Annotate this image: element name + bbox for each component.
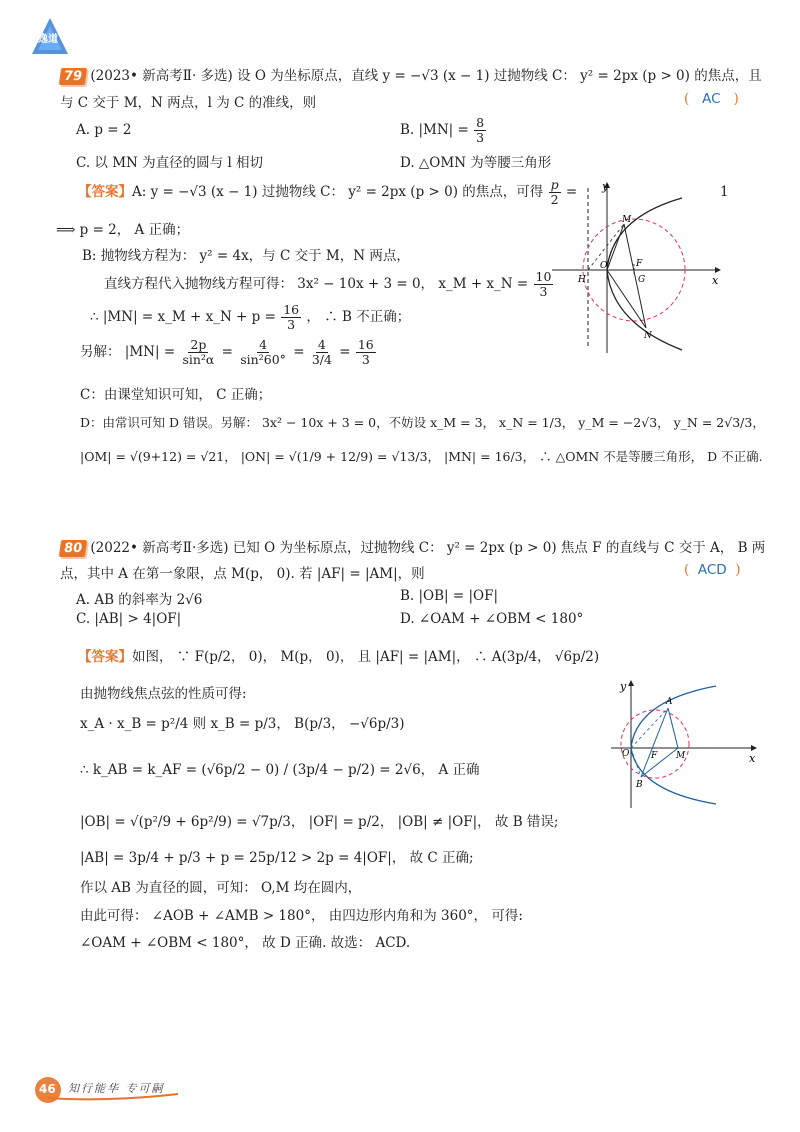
page-number: 46: [39, 1082, 56, 1096]
q80-answer: ACD: [697, 562, 727, 578]
q80-number-badge: 80: [59, 540, 87, 557]
q79-stem-text1: (2023• 新高考Ⅱ· 多选) 设 O 为坐标原点，直线 y = −√3 (x − 1) 过抛物线 C： y² = 2px (p > 0) 的焦点，且: [90, 68, 762, 84]
q80-figure: [606, 676, 766, 811]
q79-solution-b1: B: 抛物线方程为： y² = 4x，与 C 交于 M，N 两点，: [82, 248, 410, 264]
footer: [28, 1072, 188, 1108]
q79-option-b: B. |MN| = $\frac{8}{3}$: [400, 115, 485, 145]
q80-answer-box: ( ACD ): [684, 562, 741, 578]
fig1-label-m: M: [622, 215, 632, 225]
fig2-label-b: B: [636, 780, 643, 790]
fig1-label-o: O: [600, 261, 608, 271]
q80-solution-8: 由此可得： ∠AOB + ∠AMB > 180°， 由四边形内角和为 360°， 可得:: [80, 908, 523, 924]
q80-solution-1: 【答案】如图， ∵ F(p/2， 0)， M(p， 0)， 且 |AF| = |AM|， ∴ A(3p/4， √6p/2): [78, 649, 600, 665]
q80-stem-line2: 点，其中 A 在第一象限，点 M(p， 0). 若 |AF| = |AM|，则: [60, 566, 425, 582]
q80-solution-6: |AB| = 3p/4 + p/3 + p = 25p/12 > 2p = 4|OF|， 故 C 正确;: [80, 850, 474, 866]
q79-solution-b2: 直线方程代入抛物线方程可得： 3x² − 10x + 3 = 0， x_M + x_N = $\frac{10}{3}$: [104, 269, 552, 299]
q79-stem-line1: [60, 64, 762, 85]
fig1-label-g: G: [638, 275, 646, 285]
q80-solution-9: ∠OAM + ∠OBM < 180°， 故 D 正确. 故选： ACD.: [80, 935, 411, 951]
q80-solution-4: ∴ k_AB = k_AF = (√6p/2 − 0) / (3p/4 − p/2) = 2√6， A 正确: [80, 762, 480, 778]
q80-stem-line1: [60, 536, 765, 557]
q80-option-c: C. |AB| > 4|OF|: [76, 611, 182, 627]
q80-solution-5: |OB| = √(p²/9 + 6p²/9) = √7p/3， |OF| = p/2， |OB| ≠ |OF|， 故 B 错误;: [80, 814, 559, 830]
q79-option-d: D. △OMN 为等腰三角形: [400, 155, 552, 171]
fig2-label-o: O: [622, 749, 630, 759]
q79-solution-alt: 另解： |MN| = $\frac{2p}{\text{sin²α}}$ = $\frac{4}{\text{sin²60°}}$ = $\frac{4}{3/4}$ = $\frac{16}{3}$: [80, 337, 374, 367]
q79-solution-d2: |OM| = √(9+12) = √21， |ON| = √(1/9 + 12/9) = √13/3， |MN| = 16/3， ∴ △OMN 不是等腰三角形， D 不正确.: [80, 449, 763, 464]
fig1-label-n: N: [644, 331, 652, 341]
q79-solution-c: C：由课堂知识可知， C 正确；: [80, 387, 272, 403]
fig1-label-y: y: [602, 180, 609, 193]
q80-option-b: B. |OB| = |OF|: [400, 588, 499, 604]
q80-solution-7: 作以 AB 为直径的圆，可知： O,M 均在圆内，: [80, 880, 362, 896]
fig2-label-m: M: [676, 751, 686, 761]
q79-figure: [552, 178, 727, 358]
q80-option-d: D. ∠OAM + ∠OBM < 180°: [400, 611, 584, 627]
q80-solution-2: 由抛物线焦点弦的性质可得:: [80, 686, 247, 702]
q79-option-a: A. p = 2: [76, 122, 132, 138]
fig1-label-f: F: [636, 259, 643, 269]
q79-stem-line2: 与 C 交于 M，N 两点，l 为 C 的准线，则: [60, 95, 317, 111]
q79-solution-d1: D：由常识可知 D 错误。另解： 3x² − 10x + 3 = 0，不妨设 x_M = 3， x_N = 1/3， y_M = −2√3， y_N = 2√3/3，: [80, 415, 765, 430]
footer-motto: 知行能华 专可嗣: [68, 1082, 165, 1095]
fig2-label-x: x: [749, 752, 756, 765]
q79-answer-box: ( AC ): [684, 91, 739, 107]
q79-solution-b3: ∴ |MN| = x_M + x_N + p = $\frac{16}{3}$ ， ∴ B 不正确；: [90, 302, 411, 332]
q80-solution-3: x_A · x_B = p²/4 则 x_B = p/3， B(p/3， −√6p/3): [80, 716, 405, 732]
q80-stem-text1: (2022• 新高考Ⅱ·多选) 已知 O 为坐标原点，过抛物线 C： y² = 2px (p > 0) 焦点 F 的直线与 C 交于 A， B 两: [90, 540, 766, 556]
fig2-label-f: F: [651, 751, 658, 761]
q79-option-c: C. 以 MN 为直径的圆与 l 相切: [76, 155, 264, 171]
q80-option-a: A. AB 的斜率为 2√6: [76, 592, 203, 608]
q79-answer: AC: [702, 91, 721, 107]
q79-solution-a: 【答案】A: y = −√3 (x − 1) 过抛物线 C： y² = 2px (p > 0) 的焦点，可得 $\frac{p}{2}$ =: [78, 177, 578, 207]
q79-solution-a-right: 1: [720, 184, 729, 200]
logo: [28, 14, 72, 58]
fig1-label-h: H: [578, 275, 586, 285]
q79-solution-a2: ⟹ p = 2， A 正确；: [56, 222, 190, 238]
fig1-label-x: x: [712, 274, 719, 287]
q79-number-badge: 79: [59, 68, 87, 85]
logo-text: 逸道: [38, 34, 58, 45]
fig2-label-y: y: [620, 680, 627, 693]
fig2-label-a: A: [666, 697, 673, 707]
